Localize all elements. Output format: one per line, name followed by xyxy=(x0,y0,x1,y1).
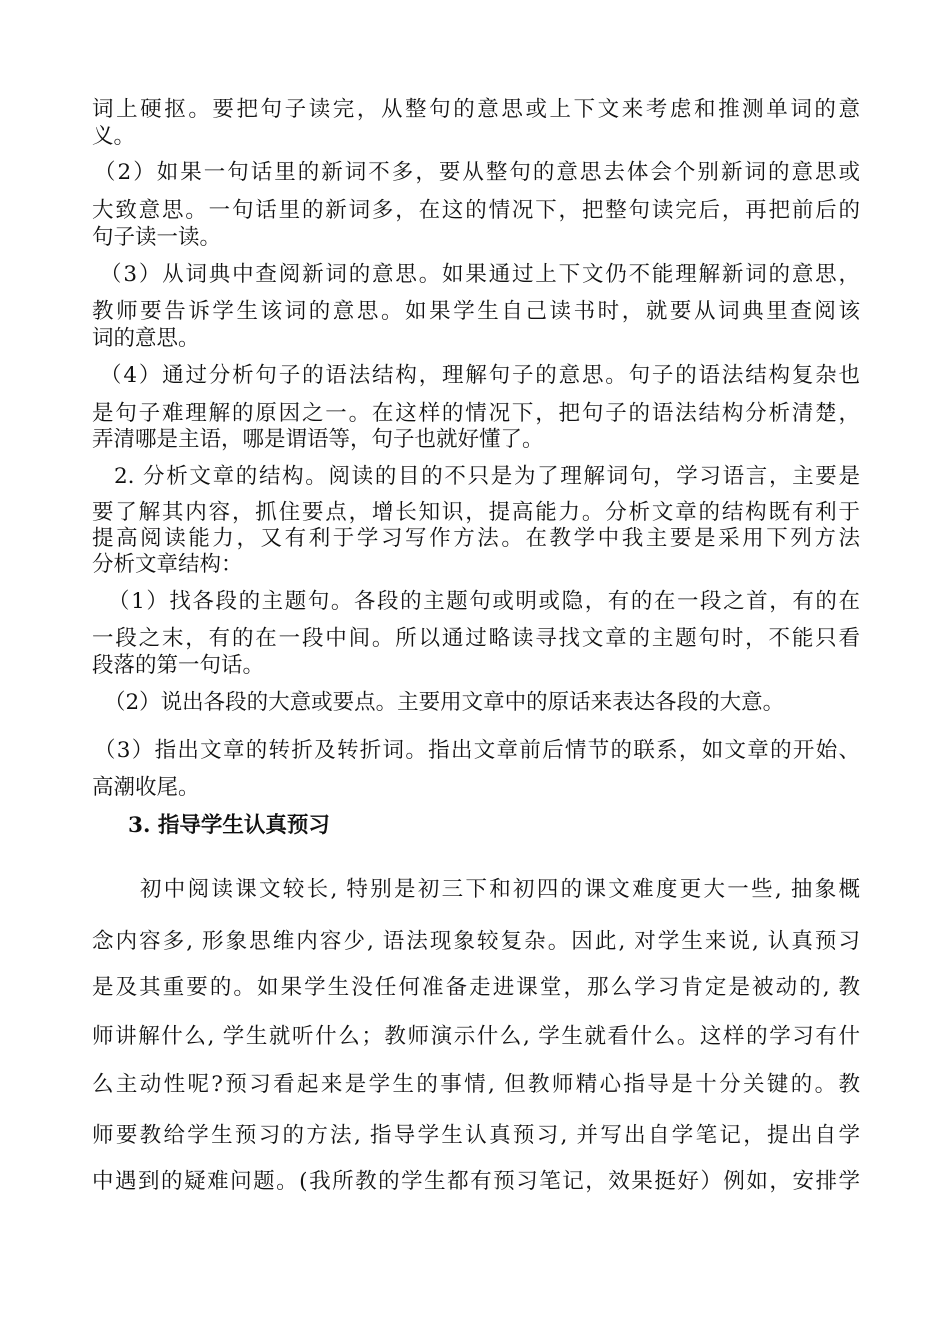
text-line: （2）说出各段的大意或要点。主要用文章中的原话来表达各段的大意。 xyxy=(104,690,785,715)
text-line: 弄清哪是主语，哪是谓语等，句子也就好懂了。 xyxy=(92,427,544,452)
text-line: （1）找各段的主题句。各段的主题句或明或隐，有的在一段之首，有的在 xyxy=(108,589,860,614)
text-line: 大致意思。一句话里的新词多，在这的情况下，把整句读完后，再把前后的 xyxy=(92,198,860,223)
text-line: 一段之末，有的在一段中间。所以通过略读寻找文章的主题句时，不能只看 xyxy=(92,626,860,651)
text-line: 段落的第一句话。 xyxy=(92,653,265,678)
text-line: （3）从词典中查阅新词的意思。如果通过上下文仍不能理解新词的意思， xyxy=(100,262,860,287)
text-line: 师讲解什么, 学生就听什么；教师演示什么, 学生就看什么。这样的学习有什 xyxy=(92,1024,860,1049)
section-heading: 3. 指导学生认真预习 xyxy=(128,813,330,838)
text-line: 中遇到的疑难问题。(我所教的学生都有预习笔记，效果挺好）例如，安排学 xyxy=(92,1169,860,1194)
text-line: 教师要告诉学生该词的意思。如果学生自己读书时，就要从词典里查阅该 xyxy=(92,299,860,324)
text-line: 念内容多, 形象思维内容少, 语法现象较复杂。因此, 对学生来说, 认真预习 xyxy=(92,929,860,954)
text-line: 高潮收尾。 xyxy=(92,775,200,800)
text-line: 词上硬抠。要把句子读完，从整句的意思或上下文来考虑和推测单词的意 xyxy=(92,97,860,122)
text-line: 初中阅读课文较长, 特别是初三下和初四的课文难度更大一些, 抽象概 xyxy=(140,877,860,902)
text-line: 要了解其内容，抓住要点，增长知识，提高能力。分析文章的结构既有利于 xyxy=(92,500,860,525)
text-line: 提高阅读能力，又有利于学习写作方法。在教学中我主要是采用下列方法 xyxy=(92,526,860,551)
text-line: 是句子难理解的原因之一。在这样的情况下，把句子的语法结构分析清楚， xyxy=(92,401,860,426)
text-line: 分析文章结构： xyxy=(92,552,243,577)
text-line: 是及其重要的。如果学生没任何准备走进课堂，那么学习肯定是被动的, 教 xyxy=(92,975,860,1000)
text-line: 词的意思。 xyxy=(92,326,200,351)
text-line: 师要教给学生预习的方法, 指导学生认真预习, 并写出自学笔记，提出自学 xyxy=(92,1123,860,1148)
text-line: 句子读一读。 xyxy=(92,225,222,250)
text-line: （4）通过分析句子的语法结构，理解句子的意思。句子的语法结构复杂也 xyxy=(100,363,860,388)
text-line: （2）如果一句话里的新词不多，要从整句的意思去体会个别新词的意思或 xyxy=(94,160,860,185)
text-line: 么主动性呢?预习看起来是学生的事情, 但教师精心指导是十分关键的。教 xyxy=(92,1072,860,1097)
text-line: 2. 分析文章的结构。阅读的目的不只是为了理解词句，学习语言，主要是 xyxy=(114,464,860,489)
text-line: 义。 xyxy=(92,124,136,149)
text-line: （3）指出文章的转折及转折词。指出文章前后情节的联系，如文章的开始、 xyxy=(94,738,860,763)
